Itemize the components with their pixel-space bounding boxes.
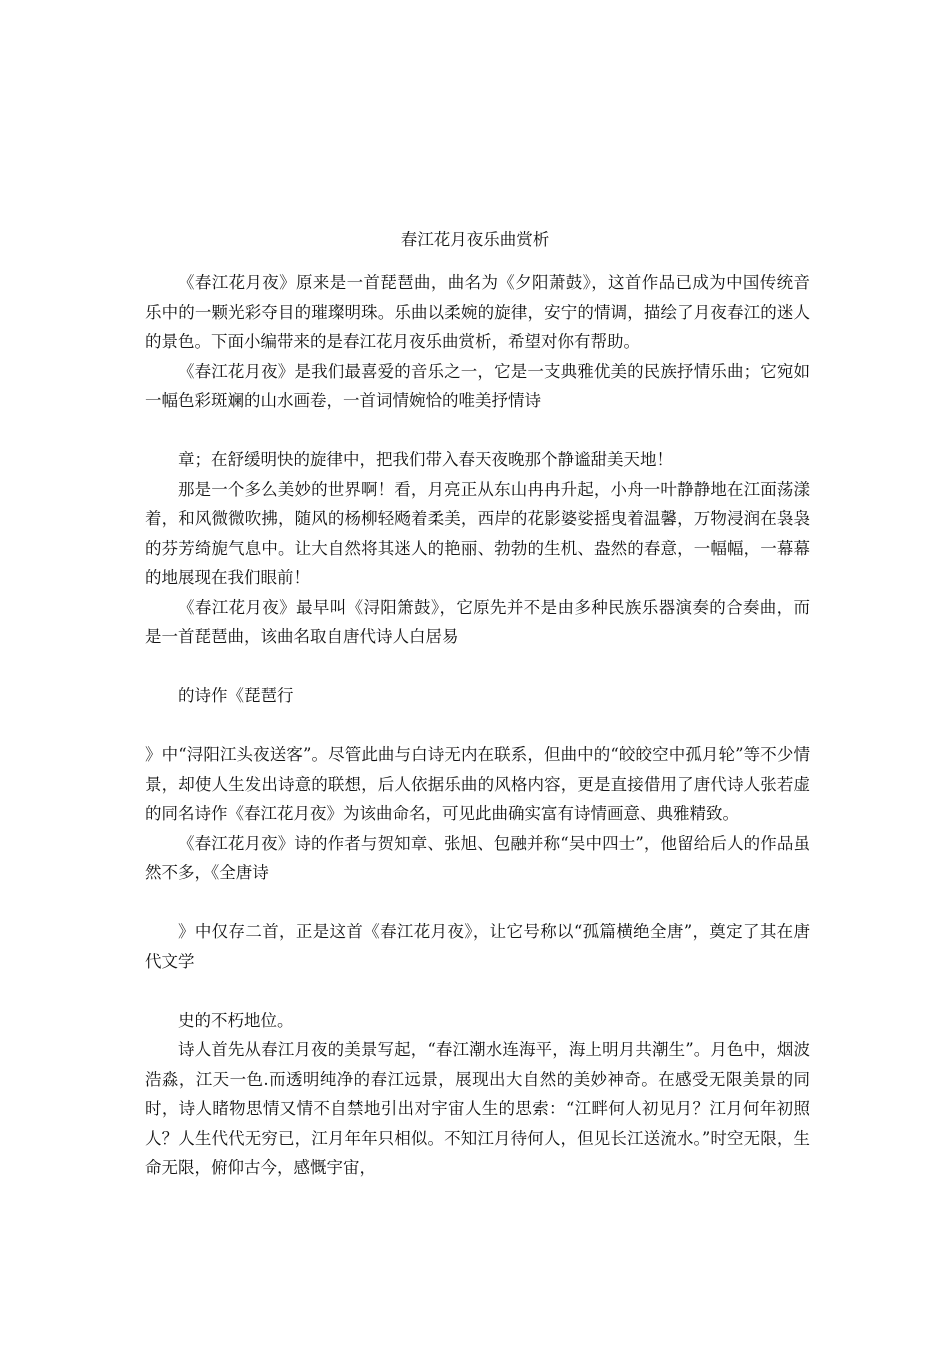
paragraph-history: 《春江花月夜》最早叫《浔阳箫鼓》，它原先并不是由多种民族乐器演奏的合奏曲，而是一首琵琶曲，该曲名取自唐代诗人白居易 (145, 597, 810, 646)
paragraph-poet-reflection: 诗人首先从春江月夜的美景写起，“春江潮水连海平，海上明月共潮生”。月色中，烟波浩淼，江天一色.而透明纯净的春江远景，展现出大自然的美妙神奇。在感受无限美景的同时，诗人睹物思情又情不自禁地引出对宇宙人生的思索：“江畔何人初见月？江月何年初照人？人生代代无穷已，江月年年只相似。不知江月待何人，但见长江送流水。”时空无限，生命无限，俯仰古今，感慨宇宙， (145, 1040, 810, 1177)
paragraph-poem-association: 》中“浔阳江头夜送客”。尽管此曲与白诗无内在联系，但曲中的“皎皎空中孤月轮”等不少情景，却使人生发出诗意的联想，后人依据乐曲的风格内容，更是直接借用了唐代诗人张若虚的同名诗作《春江花月夜》为该曲命名，可见此曲确实富有诗情画意、典雅精致。 (145, 745, 810, 823)
page-break-gap (145, 652, 810, 682)
paragraph-pipa-poem: 的诗作《琵琶行 (178, 686, 294, 705)
document-title: 春江花月夜乐曲赏析 (400, 230, 550, 249)
page-break-gap (145, 711, 810, 741)
document-body (145, 268, 810, 1183)
paragraph-favorite: 《春江花月夜》是我们最喜爱的音乐之一，它是一支典雅优美的民族抒情乐曲；它宛如一幅色彩斑斓的山水画卷，一首词情婉恰的唯美抒情诗 (145, 361, 810, 410)
page-break-gap (145, 888, 810, 918)
paragraph-melody: 章；在舒缓明快的旋律中，把我们带入春天夜晚那个静谧甜美天地！ (178, 450, 673, 469)
paragraph-literary-status: 史的不朽地位。 (178, 1010, 294, 1030)
paragraph-scenery: 那是一个多么美妙的世界啊！看，月亮正从东山冉冉升起，小舟一叶静静地在江面荡漾着，和风微微吹拂，随风的杨柳轻飏着柔美，西岸的花影婆娑摇曳着温馨，万物浸润在袅袅的芬芳绮旎气息中。让大自然将其迷人的艳丽、勃勃的生机、盎然的春意，一幅幅，一幕幕的地展现在我们眼前！ (145, 479, 810, 587)
paragraph-author: 《春江花月夜》诗的作者与贺知章、张旭、包融并称“吴中四士”，他留给后人的作品虽然不多，《全唐诗 (145, 833, 810, 882)
paragraph-intro: 《春江花月夜》原来是一首琵琶曲，曲名为《夕阳萧鼓》，这首作品已成为中国传统音乐中的一颗光彩夺目的璀璨明珠。乐曲以柔婉的旋律，安宁的情调，描绘了月夜春江的迷人的景色。下面小编带来的是春江花月夜乐曲赏析，希望对你有帮助。 (145, 273, 810, 351)
page-break-gap (145, 416, 810, 446)
paragraph-tang-poems: 》中仅存二首，正是这首《春江花月夜》，让它号称以“孤篇横绝全唐”，奠定了其在唐代文学 (145, 922, 810, 971)
page-break-gap (145, 976, 810, 1006)
